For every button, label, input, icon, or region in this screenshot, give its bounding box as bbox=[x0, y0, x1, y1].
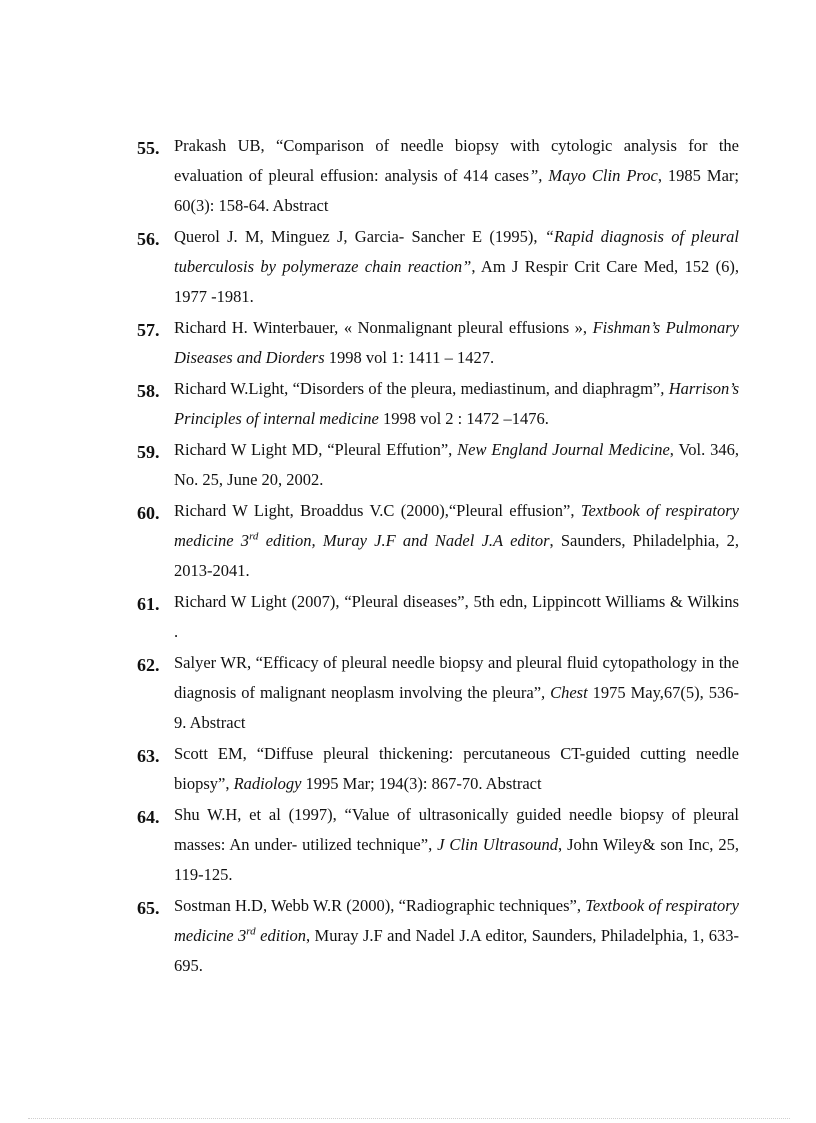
superscript-text: rd bbox=[249, 530, 259, 543]
reference-item bbox=[137, 800, 739, 890]
reference-item bbox=[137, 435, 739, 495]
italic-text: edition bbox=[255, 926, 306, 945]
reference-text bbox=[174, 648, 739, 738]
italic-text: J Clin Ultrasound bbox=[437, 835, 558, 854]
reference-text-segment: Prakash UB, “Comparison of needle biopsy with cytologic analysis for the evaluation of pleural effusion: analysis of 414 cases bbox=[174, 136, 739, 185]
reference-item bbox=[137, 891, 739, 981]
reference-text-segment: , Muray J.F and Nadel J.A editor, Saunders, Philadelphia, 1, 633-695. bbox=[174, 926, 740, 975]
reference-text bbox=[174, 496, 739, 586]
reference-text-segment: , Am J Respir Crit Care Med, 152 (6), 1977 -1981. bbox=[174, 257, 739, 306]
reference-text-segment: 1998 vol 2 : 1472 –1476. bbox=[378, 409, 549, 428]
reference-text-segment: 1995 Mar; 194(3): 867-70. Abstract bbox=[301, 774, 542, 793]
reference-text-segment: Richard W.Light, “Disorders of the pleura, mediastinum, and diaphragm” bbox=[174, 379, 661, 398]
reference-item bbox=[137, 222, 739, 312]
reference-number: 59. bbox=[137, 442, 160, 462]
italic-text: ”, Mayo Clin Proc bbox=[529, 166, 658, 185]
reference-number: 61. bbox=[137, 594, 160, 614]
reference-text-segment: , Saunders, Philadelphia, 2, 2013-2041. bbox=[174, 531, 739, 580]
reference-number: 56. bbox=[137, 229, 160, 249]
reference-number: 62. bbox=[137, 655, 160, 675]
reference-text-segment: 1975 May,67(5), 536-9. Abstract bbox=[174, 683, 739, 732]
reference-text bbox=[174, 800, 739, 890]
reference-text-segment: , 1985 Mar; 60(3): 158-64. Abstract bbox=[174, 166, 739, 215]
italic-text: “Rapid diagnosis of pleural tuberculosis by polymeraze chain reaction” bbox=[174, 227, 740, 276]
italic-text: , Chest bbox=[541, 683, 588, 702]
reference-text-segment: Shu W.H, et al (1997), “Value of ultrasonically guided needle biopsy of pleural masses: An under- utilized technique”, bbox=[174, 805, 739, 854]
reference-item bbox=[137, 648, 739, 738]
reference-text bbox=[174, 891, 739, 981]
reference-list bbox=[137, 131, 739, 982]
italic-text: Fishman’s Pulmonary Diseases and Diorders bbox=[174, 318, 739, 367]
reference-text-segment: Richard W Light MD, “Pleural Effution”, bbox=[174, 440, 458, 459]
reference-text bbox=[174, 131, 739, 221]
reference-text-segment: Sostman H.D, Webb W.R (2000), “Radiographic techniques”, bbox=[174, 896, 586, 915]
reference-item bbox=[137, 739, 739, 799]
reference-text bbox=[174, 587, 739, 647]
reference-text-segment: Richard W Light (2007), “Pleural diseases”, 5th edn, Lippincott Williams & Wilkins . bbox=[174, 592, 739, 641]
italic-text: , Harrison’s Principles of internal medicine bbox=[174, 379, 740, 428]
italic-text: Textbook of respiratory medicine 3 bbox=[174, 501, 739, 550]
reference-item bbox=[137, 313, 739, 373]
reference-item bbox=[137, 131, 739, 221]
superscript-text: rd bbox=[246, 925, 256, 938]
reference-text-segment: , John Wiley& son Inc, 25, 119-125. bbox=[174, 835, 739, 884]
reference-text bbox=[174, 374, 739, 434]
reference-text-segment: Salyer WR, “Efficacy of pleural needle biopsy and pleural fluid cytopathology in the diagnosis of malignant neoplasm involving the pleura” bbox=[174, 653, 739, 702]
reference-number: 57. bbox=[137, 320, 160, 340]
reference-text-segment: Richard H. Winterbauer, « Nonmalignant pleural effusions », bbox=[174, 318, 593, 337]
reference-text bbox=[174, 313, 739, 373]
reference-text-segment: Scott EM, “Diffuse pleural thickening: percutaneous CT-guided cutting needle biopsy”, bbox=[174, 744, 739, 793]
reference-item bbox=[137, 496, 739, 586]
page-bottom-rule bbox=[28, 1118, 790, 1119]
reference-text bbox=[174, 222, 739, 312]
reference-number: 60. bbox=[137, 503, 160, 523]
reference-item bbox=[137, 374, 739, 434]
italic-text: Textbook of respiratory medicine 3 bbox=[174, 896, 739, 945]
reference-number: 58. bbox=[137, 381, 160, 401]
reference-item bbox=[137, 587, 739, 647]
reference-text-segment: Richard W Light, Broaddus V.C (2000),“Pleural effusion”, bbox=[174, 501, 581, 520]
reference-text bbox=[174, 435, 739, 495]
reference-number: 63. bbox=[137, 746, 160, 766]
italic-text: Radiology bbox=[233, 774, 302, 793]
reference-text-segment: , Vol. 346, No. 25, June 20, 2002. bbox=[174, 440, 739, 489]
reference-text-segment: Querol J. M, Minguez J, Garcia- Sancher E (1995), bbox=[174, 227, 545, 246]
reference-text-segment: 1998 vol 1: 1411 – 1427. bbox=[324, 348, 495, 367]
italic-text: New England Journal Medicine bbox=[457, 440, 670, 459]
reference-number: 65. bbox=[137, 898, 160, 918]
reference-text bbox=[174, 739, 739, 799]
italic-text: edition, Muray J.F and Nadel J.A editor bbox=[258, 531, 550, 550]
reference-number: 55. bbox=[137, 138, 160, 158]
reference-number: 64. bbox=[137, 807, 160, 827]
